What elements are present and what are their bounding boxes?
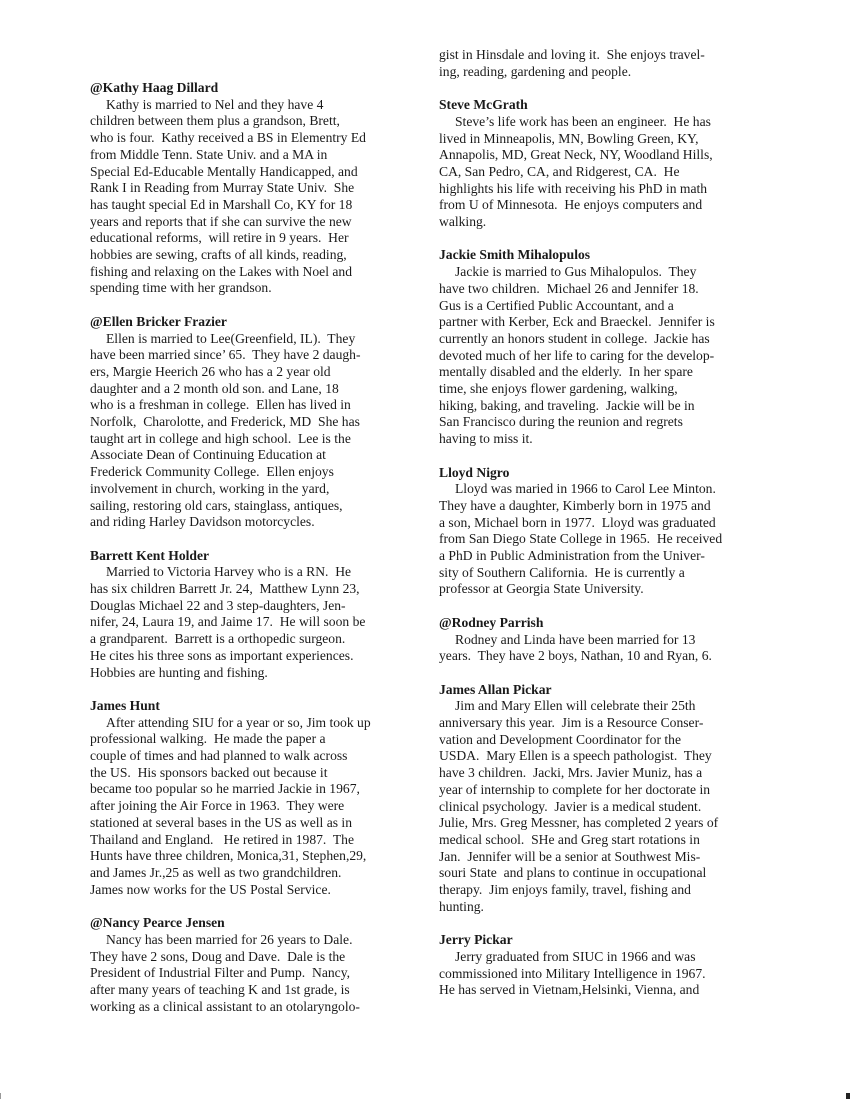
entry-text-line: Annapolis, MD, Great Neck, NY, Woodland Hills, (439, 147, 713, 163)
alumni-entry (90, 698, 435, 898)
entry-text-line: After attending SIU for a year or so, Jim took up (106, 714, 371, 730)
entry-text-line: who is four. Kathy received a BS in Elementry Ed (90, 130, 366, 146)
entry-name: @Nancy Pearce Jensen (90, 915, 225, 931)
entry-text-line: couple of times and had planned to walk across (90, 748, 348, 764)
entry-text-line: a grandparent. Barrett is a orthopedic surgeon. (90, 631, 346, 647)
entry-text-line: have 3 children. Jacki, Mrs. Javier Muniz, has a (439, 765, 703, 781)
entry-text-line: medical school. SHe and Greg start rotations in (439, 831, 700, 847)
alumni-entry (90, 314, 435, 531)
left-column (90, 80, 435, 1032)
entry-text-line: anniversary this year. Jim is a Resource Conser- (439, 715, 704, 731)
entry-text-line: Norfolk, Charolotte, and Frederick, MD She has (90, 414, 360, 430)
alumni-entry (439, 932, 784, 999)
alumni-entry (90, 915, 435, 1015)
entry-text-line: educational reforms, will retire in 9 years. Her (90, 230, 349, 246)
entry-text-line: from San Diego State College in 1965. He received (439, 531, 723, 547)
entry-text-line: fishing and relaxing on the Lakes with Noel and (90, 263, 352, 279)
entry-text-line: Thailand and England. He retired in 1987. The (90, 831, 354, 847)
entry-text-line: having to miss it. (439, 431, 533, 447)
entry-text-line: Jerry graduated from SIUC in 1966 and was (455, 948, 696, 964)
entry-text-line: President of Industrial Filter and Pump. Nancy, (90, 965, 350, 981)
entry-text-line: Lloyd was maried in 1966 to Carol Lee Minton. (455, 481, 716, 497)
entry-text-line: He has served in Vietnam,Helsinki, Vienna, and (439, 982, 700, 998)
entry-text-line: and riding Harley Davidson motorcycles. (90, 514, 315, 530)
alumni-entry (439, 682, 784, 916)
entry-text-line: mentally disabled and the elderly. In her spare (439, 364, 693, 380)
entry-text-line: time, she enjoys flower gardening, walking, (439, 381, 678, 397)
entry-text-line: walking. (439, 214, 487, 230)
entry-text-line: ers, Margie Heerich 26 who has a 2 year old (90, 363, 331, 379)
entry-text-line: from Middle Tenn. State Univ. and a MA in (90, 146, 328, 162)
entry-text-line: year of internship to complete for her doctorate in (439, 781, 711, 797)
entry-text-line: became too popular so he married Jackie in 1967, (90, 781, 360, 797)
entry-name: James Hunt (90, 697, 160, 713)
entry-text-line: lived in Minneapolis, MN, Bowling Green, KY, (439, 130, 699, 146)
entry-text-line: partner with Kerber, Eck and Braeckel. Jennifer is (439, 314, 715, 330)
entry-text-line: Kathy is married to Nel and they have 4 (106, 96, 324, 112)
entry-text-line: gist in Hinsdale and loving it. She enjoys travel- (439, 47, 705, 62)
entry-text-line: has six children Barrett Jr. 24, Matthew Lynn 23, (90, 581, 360, 597)
entry-text-line: sailing, restoring old cars, stainglass, antiques, (90, 497, 343, 513)
entry-text-line: professional walking. He made the paper a (90, 731, 326, 747)
entry-name: Barrett Kent Holder (90, 547, 210, 563)
entry-text-line: nifer, 24, Laura 19, and Jaime 17. He will soon be (90, 614, 366, 630)
entry-text-line: They have 2 sons, Doug and Dave. Dale is the (90, 948, 346, 964)
entry-text-line: Married to Victoria Harvey who is a RN. He (106, 564, 352, 580)
entry-name: James Allan Pickar (439, 681, 552, 697)
entry-name: Jerry Pickar (439, 932, 513, 948)
entry-text-line: Douglas Michael 22 and 3 step-daughters, Jen- (90, 597, 346, 613)
entry-text-line: have two children. Michael 26 and Jennifer 18. (439, 280, 699, 296)
alumni-entry (90, 80, 435, 297)
entry-text-line: currently an honors student in college. Jackie has (439, 330, 710, 346)
entry-text-line: Jan. Jennifer will be a senior at Southwest Mis- (439, 848, 701, 864)
entry-text-line: Associate Dean of Continuing Education at (90, 447, 326, 463)
entry-text-line: working as a clinical assistant to an otolaryngolo- (90, 998, 360, 1014)
entry-text-line: Jim and Mary Ellen will celebrate their 25th (455, 698, 696, 714)
entry-text-line: hiking, baking, and traveling. Jackie will be in (439, 397, 695, 413)
entry-text-line: after joining the Air Force in 1963. They were (90, 798, 345, 814)
entry-text-line: souri State and plans to continue in occupational (439, 865, 707, 881)
entry-text-line: Rodney and Linda have been married for 13 (455, 631, 696, 647)
entry-text-line: after many years of teaching K and 1st grade, is (90, 981, 350, 997)
entry-text-line: professor at Georgia State University. (439, 581, 644, 597)
scan-edge-mark-right (846, 1093, 850, 1099)
entry-continuation (439, 47, 784, 80)
entry-text-line: hunting. (439, 898, 484, 914)
entry-text-line: years. They have 2 boys, Nathan, 10 and Ryan, 6. (439, 648, 712, 664)
entry-text-line: children between them plus a grandson, Brett, (90, 113, 340, 129)
entry-text-line: daughter and a 2 month old son. and Lane, 18 (90, 380, 339, 396)
entry-text-line: ing, reading, gardening and people. (439, 63, 632, 79)
entry-text-line: They have a daughter, Kimberly born in 1975 and (439, 497, 711, 513)
entry-text-line: hobbies are sewing, crafts of all kinds, reading, (90, 247, 347, 263)
entry-text-line: USDA. Mary Ellen is a speech pathologist. They (439, 748, 712, 764)
entry-text-line: Hobbies are hunting and fishing. (90, 664, 268, 680)
entry-text-line: Steve’s life work has been an engineer. He has (455, 113, 711, 129)
entry-text-line: stationed at several bases in the US as well as in (90, 814, 352, 830)
entry-text-line: who is a freshman in college. Ellen has lived in (90, 397, 351, 413)
entry-text-line: therapy. Jim enjoys family, travel, fishing and (439, 882, 691, 898)
entry-text-line: has taught special Ed in Marshall Co, KY for 18 (90, 196, 353, 212)
entry-name: Lloyd Nigro (439, 464, 510, 480)
right-column (439, 47, 784, 1016)
entry-text-line: involvement in church, working in the yard, (90, 480, 330, 496)
entry-text-line: the US. His sponsors backed out because it (90, 764, 328, 780)
entry-text-line: from U of Minnesota. He enjoys computers and (439, 197, 703, 213)
alumni-entry (439, 97, 784, 231)
alumni-entry (439, 465, 784, 599)
entry-text-line: Frederick Community College. Ellen enjoys (90, 464, 334, 480)
entry-text-line: highlights his life with receiving his PhD in math (439, 180, 708, 196)
entry-text-line: CA, San Pedro, CA, and Ridgerest, CA. He (439, 163, 680, 179)
entry-text-line: Nancy has been married for 26 years to Dale. (106, 931, 353, 947)
alumni-entry (90, 548, 435, 682)
entry-name: Jackie Smith Mihalopulos (439, 247, 591, 263)
entry-text-line: a PhD in Public Administration from the Univer- (439, 548, 705, 564)
entry-text-line: Ellen is married to Lee(Greenfield, IL). They (106, 330, 356, 346)
entry-text-line: Jackie is married to Gus Mihalopulos. They (455, 264, 697, 280)
entry-text-line: James now works for the US Postal Service. (90, 881, 331, 897)
entry-text-line: Gus is a Certified Public Accountant, and a (439, 297, 674, 313)
entry-text-line: Hunts have three children, Monica,31, Stephen,29, (90, 848, 367, 864)
entry-text-line: Julie, Mrs. Greg Messner, has completed 2 years of (439, 815, 719, 831)
entry-text-line: a son, Michael born in 1977. Lloyd was graduated (439, 514, 716, 530)
entry-name: @Kathy Haag Dillard (90, 80, 219, 95)
entry-text-line: devoted much of her life to caring for the develop- (439, 347, 715, 363)
entry-text-line: spending time with her grandson. (90, 280, 272, 296)
entry-text-line: Special Ed-Educable Mentally Handicapped, and (90, 163, 358, 179)
entry-name: @Ellen Bricker Frazier (90, 313, 227, 329)
entry-text-line: sity of Southern California. He is currently a (439, 564, 685, 580)
entry-text-line: clinical psychology. Javier is a medical student. (439, 798, 702, 814)
entry-name: @Rodney Parrish (439, 614, 544, 630)
entry-name: Steve McGrath (439, 97, 528, 113)
entry-text-line: vation and Development Coordinator for the (439, 731, 681, 747)
alumni-entry (439, 247, 784, 447)
entry-text-line: San Francisco during the reunion and regrets (439, 414, 683, 430)
entry-text-line: taught art in college and high school. Lee is the (90, 430, 351, 446)
entry-text-line: He cites his three sons as important experiences. (90, 647, 354, 663)
scan-edge-mark-left (0, 1093, 1, 1099)
entry-text-line: Rank I in Reading from Murray State Univ. She (90, 180, 355, 196)
entry-text-line: commissioned into Military Intelligence in 1967. (439, 965, 706, 981)
alumni-entry (439, 615, 784, 665)
entry-text-line: years and reports that if she can survive the new (90, 213, 352, 229)
entry-text-line: and James Jr.,25 as well as two grandchildren. (90, 865, 342, 880)
entry-text-line: have been married since’ 65. They have 2 daugh- (90, 347, 361, 363)
